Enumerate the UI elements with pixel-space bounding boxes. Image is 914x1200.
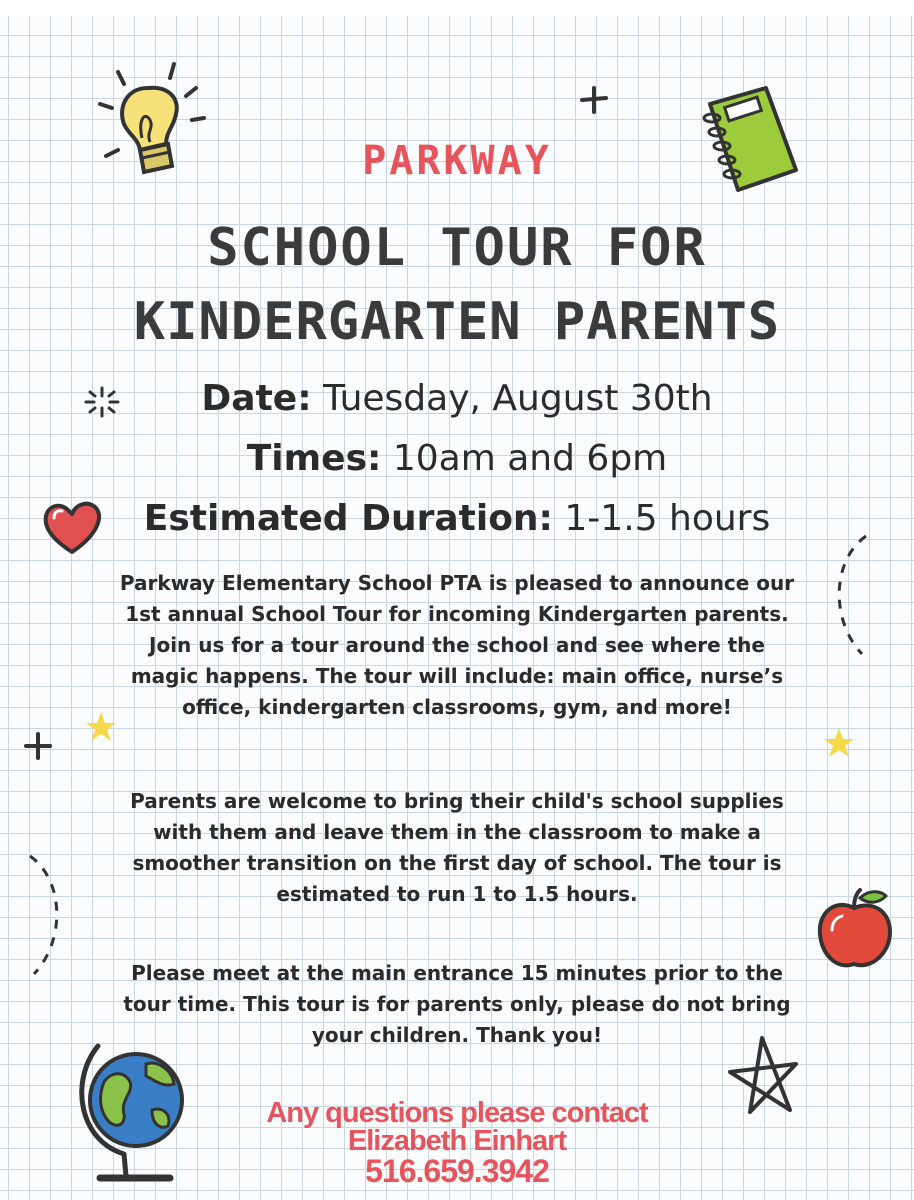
paragraph-line: with them and leave them in the classroom to make a [153,820,761,844]
paragraph-line: Join us for a tour around the school and see where the [149,633,765,657]
times-value: 10am and 6pm [392,438,668,479]
school-name: PARKWAY [362,138,552,184]
supplies-paragraph [0,786,914,910]
star-icon [822,726,856,760]
paragraph-line: 1st annual School Tour for incoming Kindergarten parents. [125,602,789,626]
paragraph-line: office, kindergarten classrooms, gym, and more! [182,695,732,719]
paragraph-line: tour time. This tour is for parents only, please do not bring [123,992,791,1016]
title-line-1: SCHOOL TOUR FOR [207,218,707,278]
paragraph-line: your children. Thank you! [311,1023,603,1047]
contact-line: Any questions please contact [266,1097,648,1129]
cross-icon [22,730,54,762]
paragraph-line: Parents are welcome to bring their child's school supplies [130,789,784,813]
title-line-2: KINDERGARTEN PARENTS [133,292,781,352]
date-value: Tuesday, August 30th [323,378,713,419]
date-label: Date: [201,378,312,419]
contact-name: Elizabeth Einhart [347,1125,567,1157]
date-line [0,378,914,419]
times-label: Times: [246,438,382,479]
meeting-paragraph [0,958,914,1051]
paragraph-line: magic happens. The tour will include: main office, nurse’s [130,664,784,688]
top-margin [0,0,914,16]
paragraph-line: Parkway Elementary School PTA is pleased to announce our [119,571,795,595]
contact-phone[interactable]: 516.659.3942 [365,1153,549,1189]
announcement-paragraph [0,568,914,723]
times-line [0,438,914,479]
paragraph-line: estimated to run 1 to 1.5 hours. [276,882,638,906]
paragraph-line: Please meet at the main entrance 15 minutes prior to the [131,961,783,985]
duration-value: 1-1.5 hours [564,498,771,539]
paragraph-line: smoother transition on the first day of school. The tour is [132,851,782,875]
duration-label: Estimated Duration: [143,498,553,539]
duration-line [0,498,914,539]
cross-icon [578,84,610,116]
